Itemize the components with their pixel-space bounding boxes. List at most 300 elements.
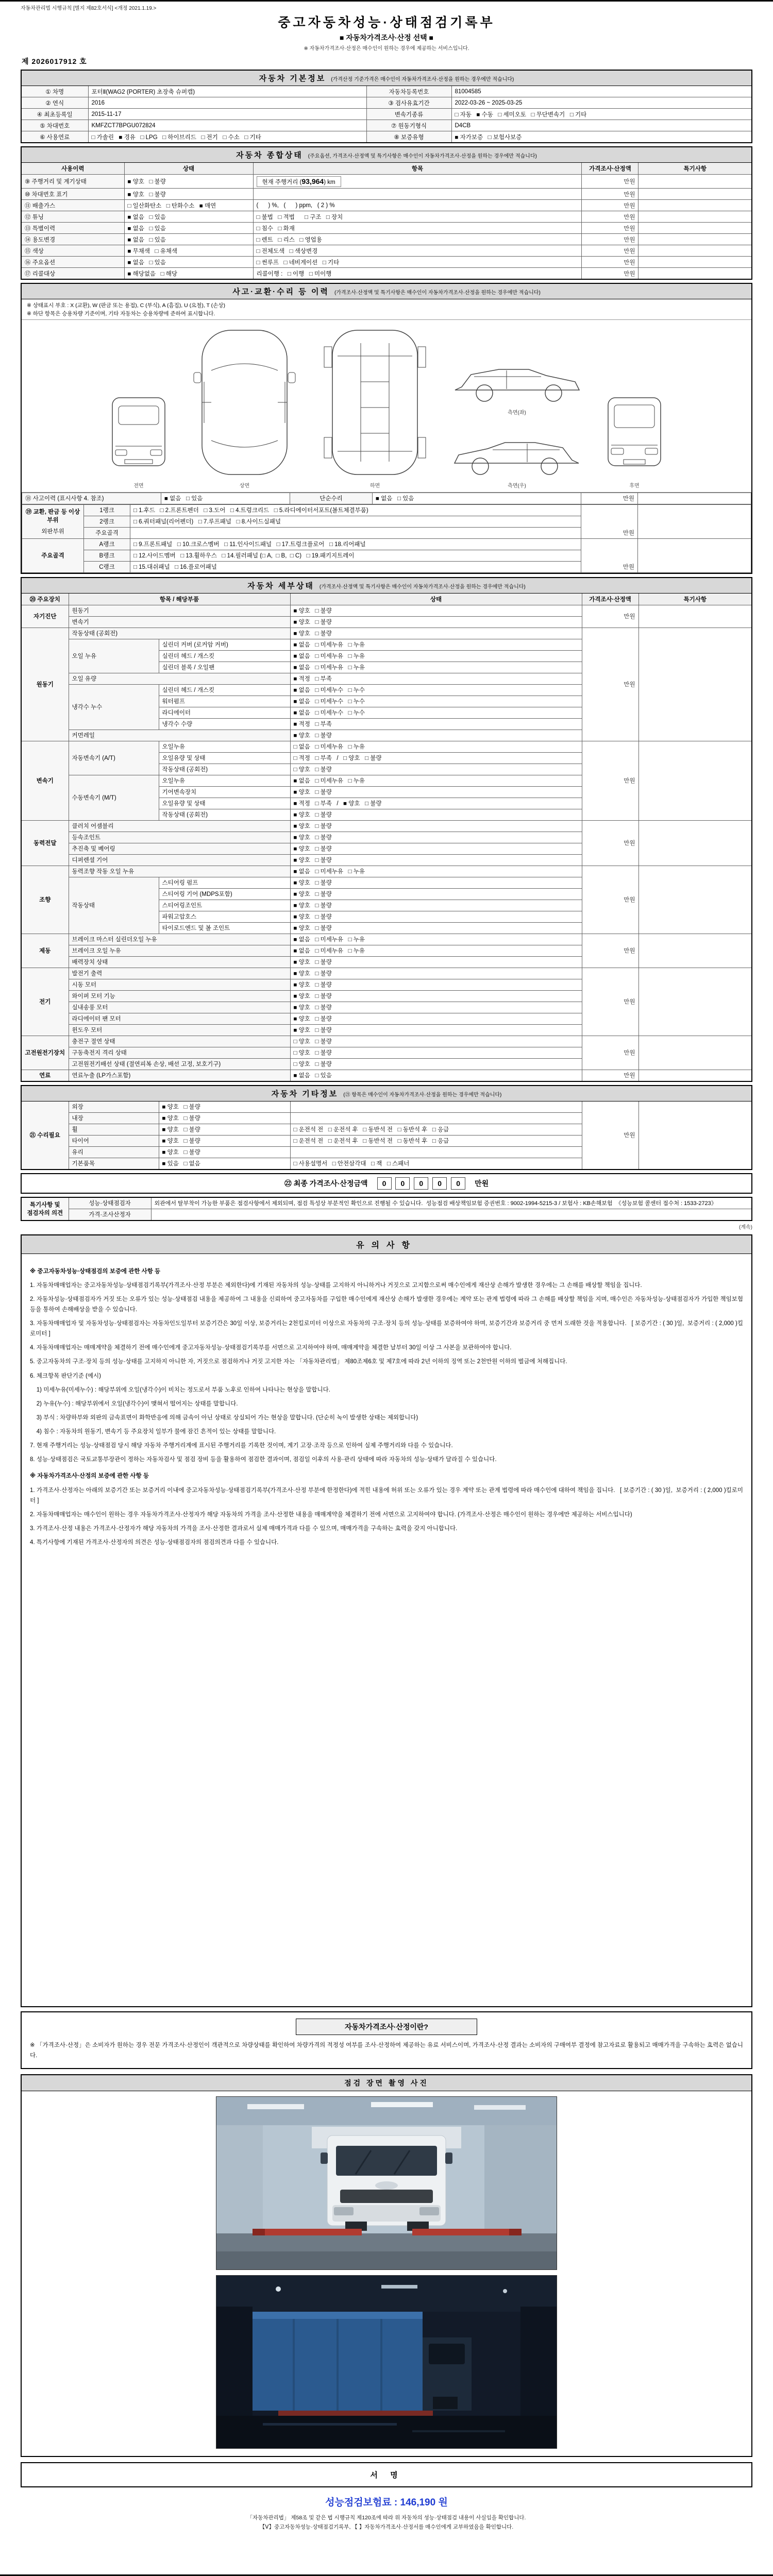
final-price-row <box>21 1173 752 1194</box>
notice-item: 1) 미세누유(미세누수) : 해당부위에 오일(냉각수)이 비치는 정도로서 부품 노후로 인하여 나타나는 현상을 말합니다. <box>30 1386 330 1393</box>
item-cell: 연료누출 (LP가스포함) <box>69 1070 290 1081</box>
state-checkboxes: ■ 양호 □ 불량 <box>159 1101 290 1112</box>
state-checkboxes: ■ 없음 □ 미세누유 □ 누유 <box>290 650 582 662</box>
section-title: 자동차 세부상태 <box>247 581 314 590</box>
item-cell: 작동상태 (공회전) <box>69 628 290 639</box>
sub-item-cell: 냉각수 수량 <box>159 718 290 730</box>
detail-title-bar <box>21 578 752 594</box>
price-digit: 0 <box>451 1177 465 1190</box>
notice-item: 2. 자동차매매업자는 매수인이 원하는 경우 자동차가격조사·산정자가 해당 자동차의 가격을 조사·산정한 내용을 매매계약을 체결하기 전에 서면으로 고지하여야 합니다. (가격조사·산정은 매수인이 원하는 경우에만 제공하는 서비스입니다) <box>30 1511 632 1518</box>
field-label: ⑧ 보증유형 <box>366 131 451 143</box>
car-diagram-area <box>22 320 751 493</box>
note-cell <box>638 211 752 223</box>
state-checkboxes: ■ 양호 □ 불량 <box>290 956 582 968</box>
sub-item-cell: 오일유량 및 상태 <box>159 798 290 809</box>
extra-cell: □ 불법 □ 적법 □ 구조 □ 장치 <box>253 211 582 223</box>
inspector-role: 성능·상태점검자 <box>69 1197 151 1209</box>
diagram-label: 측면(우) <box>508 483 526 489</box>
extra-cell: □ 썬루프 □ 네비게이션 □ 기타 <box>253 257 582 268</box>
car-side-outline <box>447 423 586 480</box>
state-checkboxes: ■ 없음 □ 있음 <box>124 223 253 234</box>
extra-cell <box>290 1112 582 1124</box>
table-row <box>22 538 751 550</box>
notice-section1-title: ※ 중고자동차성능·상태점검의 보증에 관한 사항 등 <box>30 1268 161 1275</box>
legend-line-2: ※ 하단 항목은 승용차량 기준이며, 기타 자동차는 승용차량에 준하여 표시합니다. <box>27 310 215 317</box>
price-cell: 만원 <box>581 504 638 538</box>
sub-item-cell: 스티어링 기어 (MDPS포함) <box>159 888 290 900</box>
note-cell <box>638 1070 752 1081</box>
field-label: ⑤ 차대번호 <box>21 120 88 131</box>
inspection-photos-section <box>21 2074 752 2457</box>
pricing-info-title: 자동차가격조사·산정이란? <box>296 2019 477 2035</box>
row-label: 단순수리 <box>290 493 373 504</box>
sub-item-cell: 오일유량 및 상태 <box>159 752 290 764</box>
legend-line-1: ※ 상태표시 부호 : X (교환), W (판금 또는 용접), C (부식), A (흠집), U (요철), T (손상) <box>27 302 225 309</box>
field-label: ⑥ 사용연료 <box>21 131 88 143</box>
form-reference: 자동차관리법 시행규칙 [별지 제82호서식] <개정 2021.1.19.> <box>21 6 157 11</box>
price-cell: 만원 <box>582 741 638 820</box>
row-label: ⑬ 특별이력 <box>21 223 124 234</box>
inspection-photo-2 <box>216 2275 557 2449</box>
item-cell: 오일 누유 <box>69 639 159 673</box>
state-checkboxes: □ 양호 □ 불량 <box>290 1058 582 1070</box>
engine-type-value: D4CB <box>451 120 752 131</box>
sub-item-cell: 실린더 블록 / 오일팬 <box>159 662 290 673</box>
state-checkboxes: ■ 양호 □ 불량 <box>290 979 582 990</box>
notice-item: 4) 침수 : 자동차의 원동기, 변속기 등 주요장치 일부가 물에 잠긴 흔적이 있는 상태를 말합니다. <box>30 1429 276 1435</box>
row-label: ⑱ 사고이력 (표시사항 4. 참조) <box>22 493 161 504</box>
rank-cell: C랭크 <box>84 561 130 572</box>
state-checkboxes: ■ 양호 □ 불량 <box>159 1146 290 1158</box>
item-cell: 휠 <box>69 1124 159 1135</box>
accident-title-bar <box>22 284 751 299</box>
row-label: ⑪ 배출가스 <box>21 200 124 211</box>
row-label: ⑫ 튜닝 <box>21 211 124 223</box>
item-cell: 오일 유량 <box>69 673 290 684</box>
note-cell <box>638 257 752 268</box>
table-row <box>21 268 752 280</box>
diagram-label: 상면 <box>239 483 250 489</box>
price-cell: 만원 <box>582 968 638 1036</box>
diagram-label: 하면 <box>369 483 380 489</box>
device-cell: 제동 <box>21 934 69 968</box>
price-cell: 만원 <box>581 538 638 572</box>
extra-cell <box>290 1146 582 1158</box>
warranty-checkboxes: ■ 자가보증 □ 보험사보증 <box>451 131 752 143</box>
price-cell: 만원 <box>582 223 638 234</box>
item-cell: 등속조인트 <box>69 832 290 843</box>
state-checkboxes: ■ 없음 □ 미세누수 □ 누수 <box>290 684 582 696</box>
note-cell <box>638 189 752 200</box>
extra-cell: □ 운전석 전 □ 운전석 후 □ 동반석 전 □ 동반석 후 □ 응급 <box>290 1135 582 1146</box>
sub-item-cell: 실린더 헤드 / 개스킷 <box>159 684 290 696</box>
state-checkboxes: ■ 양호 □ 불량 <box>290 968 582 979</box>
price-cell: 만원 <box>582 1101 638 1170</box>
footer-line-1: 「자동차관리법」 제58조 및 같은 법 시행규칙 제120조에 따라 위 자동차의 성능·상태점검 내용이 사실임을 확인합니다. <box>247 2514 526 2521</box>
section-note: (주요옵션, 가격조사·산정액 및 특기사항은 매수인이 자동차가격조사·산정을 원하는 경우에만 적습니다) <box>308 154 537 159</box>
state-checkboxes: ■ 양호 □ 불량 <box>290 877 582 888</box>
item-cell: 브레이크 마스터 실린더오일 누유 <box>69 934 290 945</box>
item-cell: 작동상태 <box>69 877 159 934</box>
column-header: 특기사항 <box>638 163 752 175</box>
sub-item-cell: 실린더 커버 (로커암 커버) <box>159 639 290 650</box>
row-label: ⑩ 차대번호 표기 <box>21 189 124 200</box>
diagram-label: 측면(좌) <box>508 410 526 416</box>
frame-rank-table <box>22 538 751 573</box>
header <box>21 12 752 52</box>
item-cell: 클러치 어셈블리 <box>69 820 290 832</box>
notice-item: 4. 특기사항에 기재된 가격조사·산정자의 의견은 성능·상태점검자의 점검의견과 다를 수 있습니다. <box>30 1539 279 1546</box>
price-cell: 만원 <box>582 234 638 245</box>
state-checkboxes: ■ 양호 □ 불량 <box>290 730 582 741</box>
field-label: ② 연식 <box>21 97 88 109</box>
note-cell <box>638 504 751 538</box>
sub-item-cell: 스티어링조인트 <box>159 900 290 911</box>
row-label: ⑲ 교환, 판금 등 이상 부위 <box>25 509 82 523</box>
note-cell <box>638 493 751 504</box>
device-cell: 원동기 <box>21 628 69 741</box>
state-checkboxes: ■ 양호 □ 불량 <box>290 1013 582 1024</box>
pricing-info-text: ※ 「가격조사·산정」은 소비자가 원하는 경우 전문 가격조사·산정인이 객관적으로 차량상태를 확인하여 차량가격의 적정성 여부를 조사·산정하여 제공하는 유료 서비스이며, 가격조사·산정 결과는 소비자의 구매여부 결정에 참고자료로 활용되고 매매가격을 구속하는 효력은 없습니다. <box>30 2042 743 2059</box>
price-survey-select-note: ※ 자동차가격조사·산정은 매수인이 원하는 경우에 제공하는 서비스입니다. <box>304 46 469 52</box>
item-cell: 브레이크 오일 누유 <box>69 945 290 956</box>
state-checkboxes: ■ 무채색 □ 유채색 <box>124 245 253 257</box>
state-checkboxes: ■ 양호 □ 불량 <box>290 1024 582 1036</box>
row-label: ⑯ 주요옵션 <box>21 257 124 268</box>
item-cell: 와이퍼 모터 기능 <box>69 990 290 1002</box>
note-cell <box>638 628 752 741</box>
item-cell: 원동기 <box>69 605 290 616</box>
state-checkboxes: ■ 양호 □ 불량 <box>290 832 582 843</box>
state-checkboxes: □ 양호 □ 불량 <box>290 764 582 775</box>
price-cell: 만원 <box>582 820 638 866</box>
note-cell <box>638 820 752 866</box>
state-checkboxes: ■ 양호 □ 불량 <box>124 189 253 200</box>
sub-item-cell: 타이로드엔드 및 볼 조인트 <box>159 922 290 934</box>
extra-cell <box>290 1101 582 1112</box>
sub-item-cell: 작동상태 (공회전) <box>159 809 290 820</box>
state-checkboxes: ■ 없음 □ 있음 <box>124 234 253 245</box>
state-checkboxes: □ 양호 □ 불량 <box>290 1036 582 1047</box>
item-cell: 발전기 출력 <box>69 968 290 979</box>
price-cell: 만원 <box>582 1036 638 1070</box>
item-cell: 라디에이터 팬 모터 <box>69 1013 290 1024</box>
item-cell: 변속기 <box>69 616 290 628</box>
extra-cell <box>253 189 582 200</box>
price-cell: 만원 <box>582 175 638 189</box>
first-registration-value: 2015-11-17 <box>88 109 366 120</box>
column-header: ⑳ 주요장치 <box>21 593 69 605</box>
diagram-label: 전면 <box>133 483 144 489</box>
state-checkboxes: ■ 양호 □ 불량 <box>159 1124 290 1135</box>
accident-history-row <box>22 493 751 504</box>
notice-item: 7. 현재 주행거리는 성능·상태점검 당시 해당 자동차 주행거리계에 표시된 주행거리를 기록한 것이며, 계기 고장·조작 등으로 인하여 실제 주행거리와 다를 수 있습니다. <box>30 1443 453 1449</box>
outer-panel-label: 외판부위 <box>41 529 64 535</box>
registration-number-value: 81004585 <box>451 86 752 97</box>
overall-title-bar <box>21 147 752 163</box>
rank-cell: 1랭크 <box>84 504 130 516</box>
device-cell: 변속기 <box>21 741 69 820</box>
item-cell: 타이어 <box>69 1135 159 1146</box>
mileage-prefix: 현재 주행거리 ( <box>262 179 302 185</box>
page-title: 중고자동차성능·상태점검기록부 <box>278 15 495 30</box>
sub-item-cell: 실린더 헤드 / 개스킷 <box>159 650 290 662</box>
extra-cell: □ 운전석 전 □ 운전석 후 □ 동반석 전 □ 동반석 후 □ 응급 <box>290 1124 582 1135</box>
price-cell: 만원 <box>582 268 638 280</box>
column-header: 항목 <box>253 163 582 175</box>
extra-cell: □ 렌트 □ 리스 □ 영업용 <box>253 234 582 245</box>
state-checkboxes: □ 적정 □ 부족 / □ 양호 □ 불량 <box>290 752 582 764</box>
sub-item-cell: 오일누유 <box>159 741 290 752</box>
sub-item-cell: 라디에이터 <box>159 707 290 718</box>
state-checkboxes: ■ 없음 □ 미세누수 □ 누수 <box>290 696 582 707</box>
table-row <box>21 175 752 189</box>
field-label: 변속기종류 <box>366 109 451 120</box>
accident-history-section <box>21 283 752 574</box>
row-label: ⑰ 리콜대상 <box>21 268 124 280</box>
state-checkboxes: ■ 있음 □ 없음 <box>159 1158 290 1170</box>
car-diagram-front <box>105 384 172 489</box>
page-continuation-marker: (계속) <box>739 1224 752 1230</box>
section-note: (㉑ 항목은 매수인이 자동차가격조사·산정을 원하는 경우에만 적습니다) <box>343 1092 502 1098</box>
state-checkboxes: ■ 양호 □ 불량 <box>290 628 582 639</box>
field-label: ⑦ 원동기형식 <box>366 120 451 131</box>
price-survey-select-line: ■ 자동차가격조사·산정 선택 ■ <box>339 33 433 42</box>
mileage-box <box>257 176 341 187</box>
extra-cell: □ 사용설명서 □ 안전삼각대 □ 잭 □ 스패너 <box>290 1158 582 1170</box>
item-cell: 동력조향 작동 오일 누유 <box>69 866 290 877</box>
row-label: ⑨ 주행거리 및 계기상태 <box>21 175 124 189</box>
device-cell: 고전원전기장치 <box>21 1036 69 1070</box>
item-cell: 충전구 절연 상태 <box>69 1036 290 1047</box>
state-checkboxes: ■ 양호 □ 불량 <box>290 820 582 832</box>
field-label: 자동차등록번호 <box>366 86 451 97</box>
table-row <box>21 189 752 200</box>
price-digit: 0 <box>395 1177 410 1190</box>
price-cell: 만원 <box>582 245 638 257</box>
frame-label: 주요골격 <box>22 538 84 572</box>
state-checkboxes: ■ 양호 □ 불량 <box>290 990 582 1002</box>
state-checkboxes: ■ 양호 □ 불량 <box>290 854 582 866</box>
document-number: 제 2026017912 호 <box>22 57 87 65</box>
car-side-outline <box>447 350 586 406</box>
state-checkboxes: ■ 없음 □ 미세누유 □ 누유 <box>290 934 582 945</box>
car-diagram-rear <box>601 384 668 489</box>
signature-box: 서 명 <box>21 2462 752 2487</box>
inspection-photo-1 <box>216 2096 557 2270</box>
item-cell: 디퍼렌셜 기어 <box>69 854 290 866</box>
car-name-value: 포터Ⅱ(WAG2 (PORTER) 초장축 슈퍼캡) <box>88 86 366 97</box>
state-checkboxes: ■ 없음 □ 있음 <box>290 1070 582 1081</box>
rank-items: □ 6.쿼터패널(리어펜더) □ 7.루프패널 □ 8.사이드실패널 <box>130 516 581 527</box>
column-header: 항목 / 해당부품 <box>69 593 290 605</box>
rank-cell: B랭크 <box>84 550 130 561</box>
fuel-checkboxes: □ 가솔린 ■ 경유 □ LPG □ 하이브리드 □ 전기 □ 수소 □ 기타 <box>88 131 366 143</box>
note-cell <box>638 200 752 211</box>
item-cell: 구동축전지 격리 상태 <box>69 1047 290 1058</box>
field-label: ① 차명 <box>21 86 88 97</box>
price-cell: 만원 <box>582 189 638 200</box>
car-top-outline <box>187 325 303 480</box>
price-cell: 만원 <box>582 200 638 211</box>
opinion-table <box>21 1197 752 1221</box>
table-row <box>21 245 752 257</box>
insurance-fee-line <box>21 2495 752 2509</box>
pricing-info-section <box>21 2011 752 2069</box>
state-checkboxes: ■ 양호 □ 불량 <box>290 786 582 798</box>
price-digit: 0 <box>377 1177 392 1190</box>
section-title: 자동차 종합상태 <box>236 151 303 160</box>
note-cell <box>638 234 752 245</box>
state-checkboxes: ■ 양호 □ 불량 <box>290 888 582 900</box>
state-checkboxes: ■ 없음 □ 미세누수 □ 누수 <box>290 707 582 718</box>
item-cell: 시동 모터 <box>69 979 290 990</box>
notice-body <box>22 1254 751 1558</box>
current-mileage: 93,964 <box>301 177 324 185</box>
rank-cell: A랭크 <box>84 538 130 550</box>
price-cell: 만원 <box>582 605 638 628</box>
state-checkboxes: ■ 양호 □ 불량 <box>290 616 582 628</box>
note-cell <box>638 934 752 968</box>
notice-item: 4. 자동차매매업자는 매매계약을 체결하기 전에 매수인에게 중고자동차성능·상태점검기록부를 서면으로 고지하여야 하며, 매매계약을 체결한 날부터 30일 이상 그 사본을 보관하여야 합니다. <box>30 1345 512 1351</box>
price-cell: 만원 <box>582 1070 638 1081</box>
mileage-cell <box>253 175 582 189</box>
device-cell: 자기진단 <box>21 605 69 628</box>
note-cell <box>638 741 752 820</box>
note-cell <box>638 245 752 257</box>
notice-item: 3. 가격조사·산정 내용은 가격조사·산정자가 해당 자동차의 가격을 조사·산정한 결과로서 실제 매매가격과 다를 수 있으며, 매매가격을 구속하는 효력을 갖지 아니합니다. <box>30 1525 458 1532</box>
footer-statements <box>21 2514 752 2532</box>
device-cell: 동력전달 <box>21 820 69 866</box>
footer-line-2: 【Ⅴ】중고자동차성능·상태점검기록부, 【 】자동차가격조사·산정서를 매수인에게 교부하였음을 확인합니다. <box>259 2523 514 2530</box>
state-checkboxes: ■ 양호 □ 불량 <box>290 900 582 911</box>
car-diagram-side-left <box>447 350 586 416</box>
section-note: (가격조사·산정액 및 특기사항은 매수인이 자동차가격조사·산정을 원하는 경우에만 적습니다) <box>319 584 526 590</box>
section-title: 자동차 기타정보 <box>271 1089 339 1098</box>
final-price-unit: 만원 <box>475 1179 489 1188</box>
state-checkboxes: ■ 없음 □ 미세누유 □ 누유 <box>290 662 582 673</box>
column-header: 사용이력 <box>21 163 124 175</box>
mileage-suffix: ) km <box>324 179 335 185</box>
rank-items: □ 12.사이드멤버 □ 13.휠하우스 □ 14.필러패널 (□ A, □ B, □ C) □ 19.패키지트레이 <box>130 550 581 561</box>
item-cell: 윈도우 모터 <box>69 1024 290 1036</box>
car-diagram-side-right <box>447 423 586 489</box>
state-checkboxes: ■ 적정 □ 부족 / ■ 양호 □ 불량 <box>290 798 582 809</box>
note-cell <box>638 968 752 1036</box>
model-year-value: 2016 <box>88 97 366 109</box>
state-checkboxes: ■ 양호 □ 불량 <box>159 1112 290 1124</box>
row-label: ⑮ 색상 <box>21 245 124 257</box>
final-price-label: ㉒ 최종 가격조사·산정금액 <box>284 1179 368 1188</box>
basic-info-table <box>21 70 752 143</box>
overall-state-table <box>21 146 752 280</box>
sub-item-cell: 파워고압호스 <box>159 911 290 922</box>
car-diagram-sides <box>447 350 586 489</box>
item-cell: 고전원전기배선 상태 (절연피복 손상, 배선 고정, 보호기구) <box>69 1058 290 1070</box>
item-cell: 수동변속기 (M/T) <box>69 775 159 820</box>
notice-item: 2) 누유(누수) : 해당부위에서 오일(냉각수)이 맺혀서 떨어지는 상태를 말합니다. <box>30 1400 238 1407</box>
price-digit: 0 <box>432 1177 447 1190</box>
table-row <box>21 234 752 245</box>
section-title: 자동차 기본정보 <box>259 74 326 83</box>
state-checkboxes: ■ 적정 □ 부족 <box>290 718 582 730</box>
extra-cell: □ 침수 □ 화재 <box>253 223 582 234</box>
car-diagram-top <box>187 325 303 489</box>
state-checkboxes: □ 일산화탄소 □ 탄화수소 ■ 매연 <box>124 200 253 211</box>
column-header: 특기사항 <box>638 593 752 605</box>
column-header: 상태 <box>290 593 582 605</box>
notice-title: 유의사항 <box>22 1235 751 1254</box>
column-header: 가격조사·산정액 <box>582 163 638 175</box>
transmission-checkboxes: □ 자동 ■ 수동 □ 세미오토 □ 무단변속기 □ 기타 <box>451 109 752 120</box>
notice-item: 3) 부식 : 차량하부와 외판의 금속표면이 화학반응에 의해 금속이 아닌 상태로 상실되어 가는 현상을 말합니다. (단순히 녹이 발생한 상태는 제외합니다) <box>30 1414 418 1421</box>
state-checkboxes: ■ 해당없음 □ 해당 <box>124 268 253 280</box>
notice-item: 8. 성능·상태점검은 국토교통부장관이 정하는 자동차검사 및 점검 장비 등을 활용하여 점검한 결과이며, 점검일 이후의 사용·관리 상태에 따라 자동차의 성능·상태가 달라질 수 있습니다. <box>30 1456 497 1463</box>
diagram-label: 후면 <box>629 483 640 489</box>
notice-item: 1. 자동차매매업자는 중고자동차성능·상태점검기록부(가격조사·산정 부분은 제외한다)에 기재된 자동차의 성능·상태를 고지하지 아니하거나 거짓으로 고지함으로써 매수인에게 재산상 손해가 발생한 경우에는 그 손해를 배상할 책임을 집니다. <box>30 1282 642 1289</box>
state-checkboxes: ■ 양호 □ 불량 <box>290 605 582 616</box>
item-cell: 자동변속기 (A/T) <box>69 741 159 775</box>
final-price-digits <box>376 1177 467 1190</box>
note-cell <box>638 223 752 234</box>
car-rear-outline <box>601 384 668 480</box>
price-cell: 만원 <box>582 934 638 968</box>
notice-item: 6. 체크항목 판단기준 (예시) <box>30 1372 101 1379</box>
insurance-fee-amount: 146,190 <box>400 2497 436 2508</box>
price-cell: 만원 <box>582 866 638 934</box>
state-checkboxes: ■ 없음 □ 있음 <box>373 493 581 504</box>
state-checkboxes: ■ 없음 □ 미세누유 □ 누유 <box>290 866 582 877</box>
item-cell: 기본품목 <box>69 1158 159 1170</box>
field-label: ④ 최초등록일 <box>21 109 88 120</box>
sub-item-cell: 오일누유 <box>159 775 290 786</box>
notice-item: 1. 가격조사·산정자는 아래의 보증기간 또는 보증거리 이내에 중고자동차성능·상태점검기록부(가격조사·산정 부분에 한정한다)에 적힌 내용에 허위 또는 오류가 있는 경우 계약 또는 관계 법령에 따라 매수인에 대하여 책임을 집니다. [ 보증기간 : ( 30 )일, 보증거리 : ( 2,000 )킬로미터 ] <box>30 1487 743 1504</box>
item-cell: 내장 <box>69 1112 159 1124</box>
table-row <box>21 200 752 211</box>
appraiser-opinion-text <box>151 1209 752 1221</box>
inspector-opinion-text: 외관에서 탈부착이 가능한 부품은 점검사항에서 제외되며, 점검 특성상 부분적인 확인으로 진행될 수 있습니다. 성능점검 배상책임보험 증권번호 : 9002-1994-5215-3 / 보험사 : KB손해보험 《성능보험 콜센터 접수처 : 1533-2723》 <box>151 1197 752 1209</box>
state-checkboxes: □ 양호 □ 불량 <box>290 1047 582 1058</box>
state-checkboxes: ■ 없음 □ 있음 <box>124 211 253 223</box>
item-cell: 실내송풍 모터 <box>69 1002 290 1013</box>
price-cell: 만원 <box>581 493 638 504</box>
panel-rank-table <box>22 504 751 539</box>
table-row <box>21 211 752 223</box>
note-cell <box>638 538 751 572</box>
photos-title: 점검 장면 촬영 사진 <box>22 2075 751 2091</box>
table-row <box>22 504 751 516</box>
note-cell <box>638 1036 752 1070</box>
price-cell: 만원 <box>582 211 638 223</box>
row-label: ⑭ 용도변경 <box>21 234 124 245</box>
state-checkboxes: ■ 없음 □ 있음 <box>161 493 290 504</box>
sub-item-cell: 기어변속장치 <box>159 786 290 798</box>
extra-cell: □ 전체도색 □ 색상변경 <box>253 245 582 257</box>
notice-item: 2. 자동차성능·상태점검자가 거짓 또는 오류가 있는 성능·상태점검 내용을 제공하여 그 내용을 신뢰하여 중고자동차를 구입한 매수인에게 재산상 손해가 발생한 경우에는 계약 또는 관계 법령에 따라 그 손해를 배상할 책임을 지며, 매수인은 자동차성능·상태점검자가 가입한 책임보험 등을 통하여 손해배상을 받을 수 있습니다. <box>30 1296 745 1313</box>
notice-item: 5. 중고자동차의 구조·장치 등의 성능·상태를 고지하지 아니한 자, 거짓으로 점검하거나 거짓 고지한 자는 「자동차관리법」 제80조제6호 및 제7호에 따라 2년 이하의 징역 또는 2천만원 이하의 벌금에 처해집니다. <box>30 1359 567 1365</box>
basic-info-title-bar <box>21 70 752 86</box>
price-cell: 만원 <box>582 628 638 741</box>
state-checkboxes: ■ 양호 □ 불량 <box>290 911 582 922</box>
item-cell: 배력장치 상태 <box>69 956 290 968</box>
state-checkboxes: ■ 없음 □ 있음 <box>124 257 253 268</box>
section-note: (가격산정 기준가격은 매수인이 자동차가격조사·산정을 원하는 경우에만 적습니다) <box>331 77 514 82</box>
etc-info-table <box>21 1085 752 1170</box>
note-cell <box>638 268 752 280</box>
state-checkboxes: ■ 양호 □ 불량 <box>159 1135 290 1146</box>
price-cell: 만원 <box>582 257 638 268</box>
notice-section2-title: ※ 자동차가격조사·산정의 보증에 관한 사항 등 <box>30 1473 149 1480</box>
